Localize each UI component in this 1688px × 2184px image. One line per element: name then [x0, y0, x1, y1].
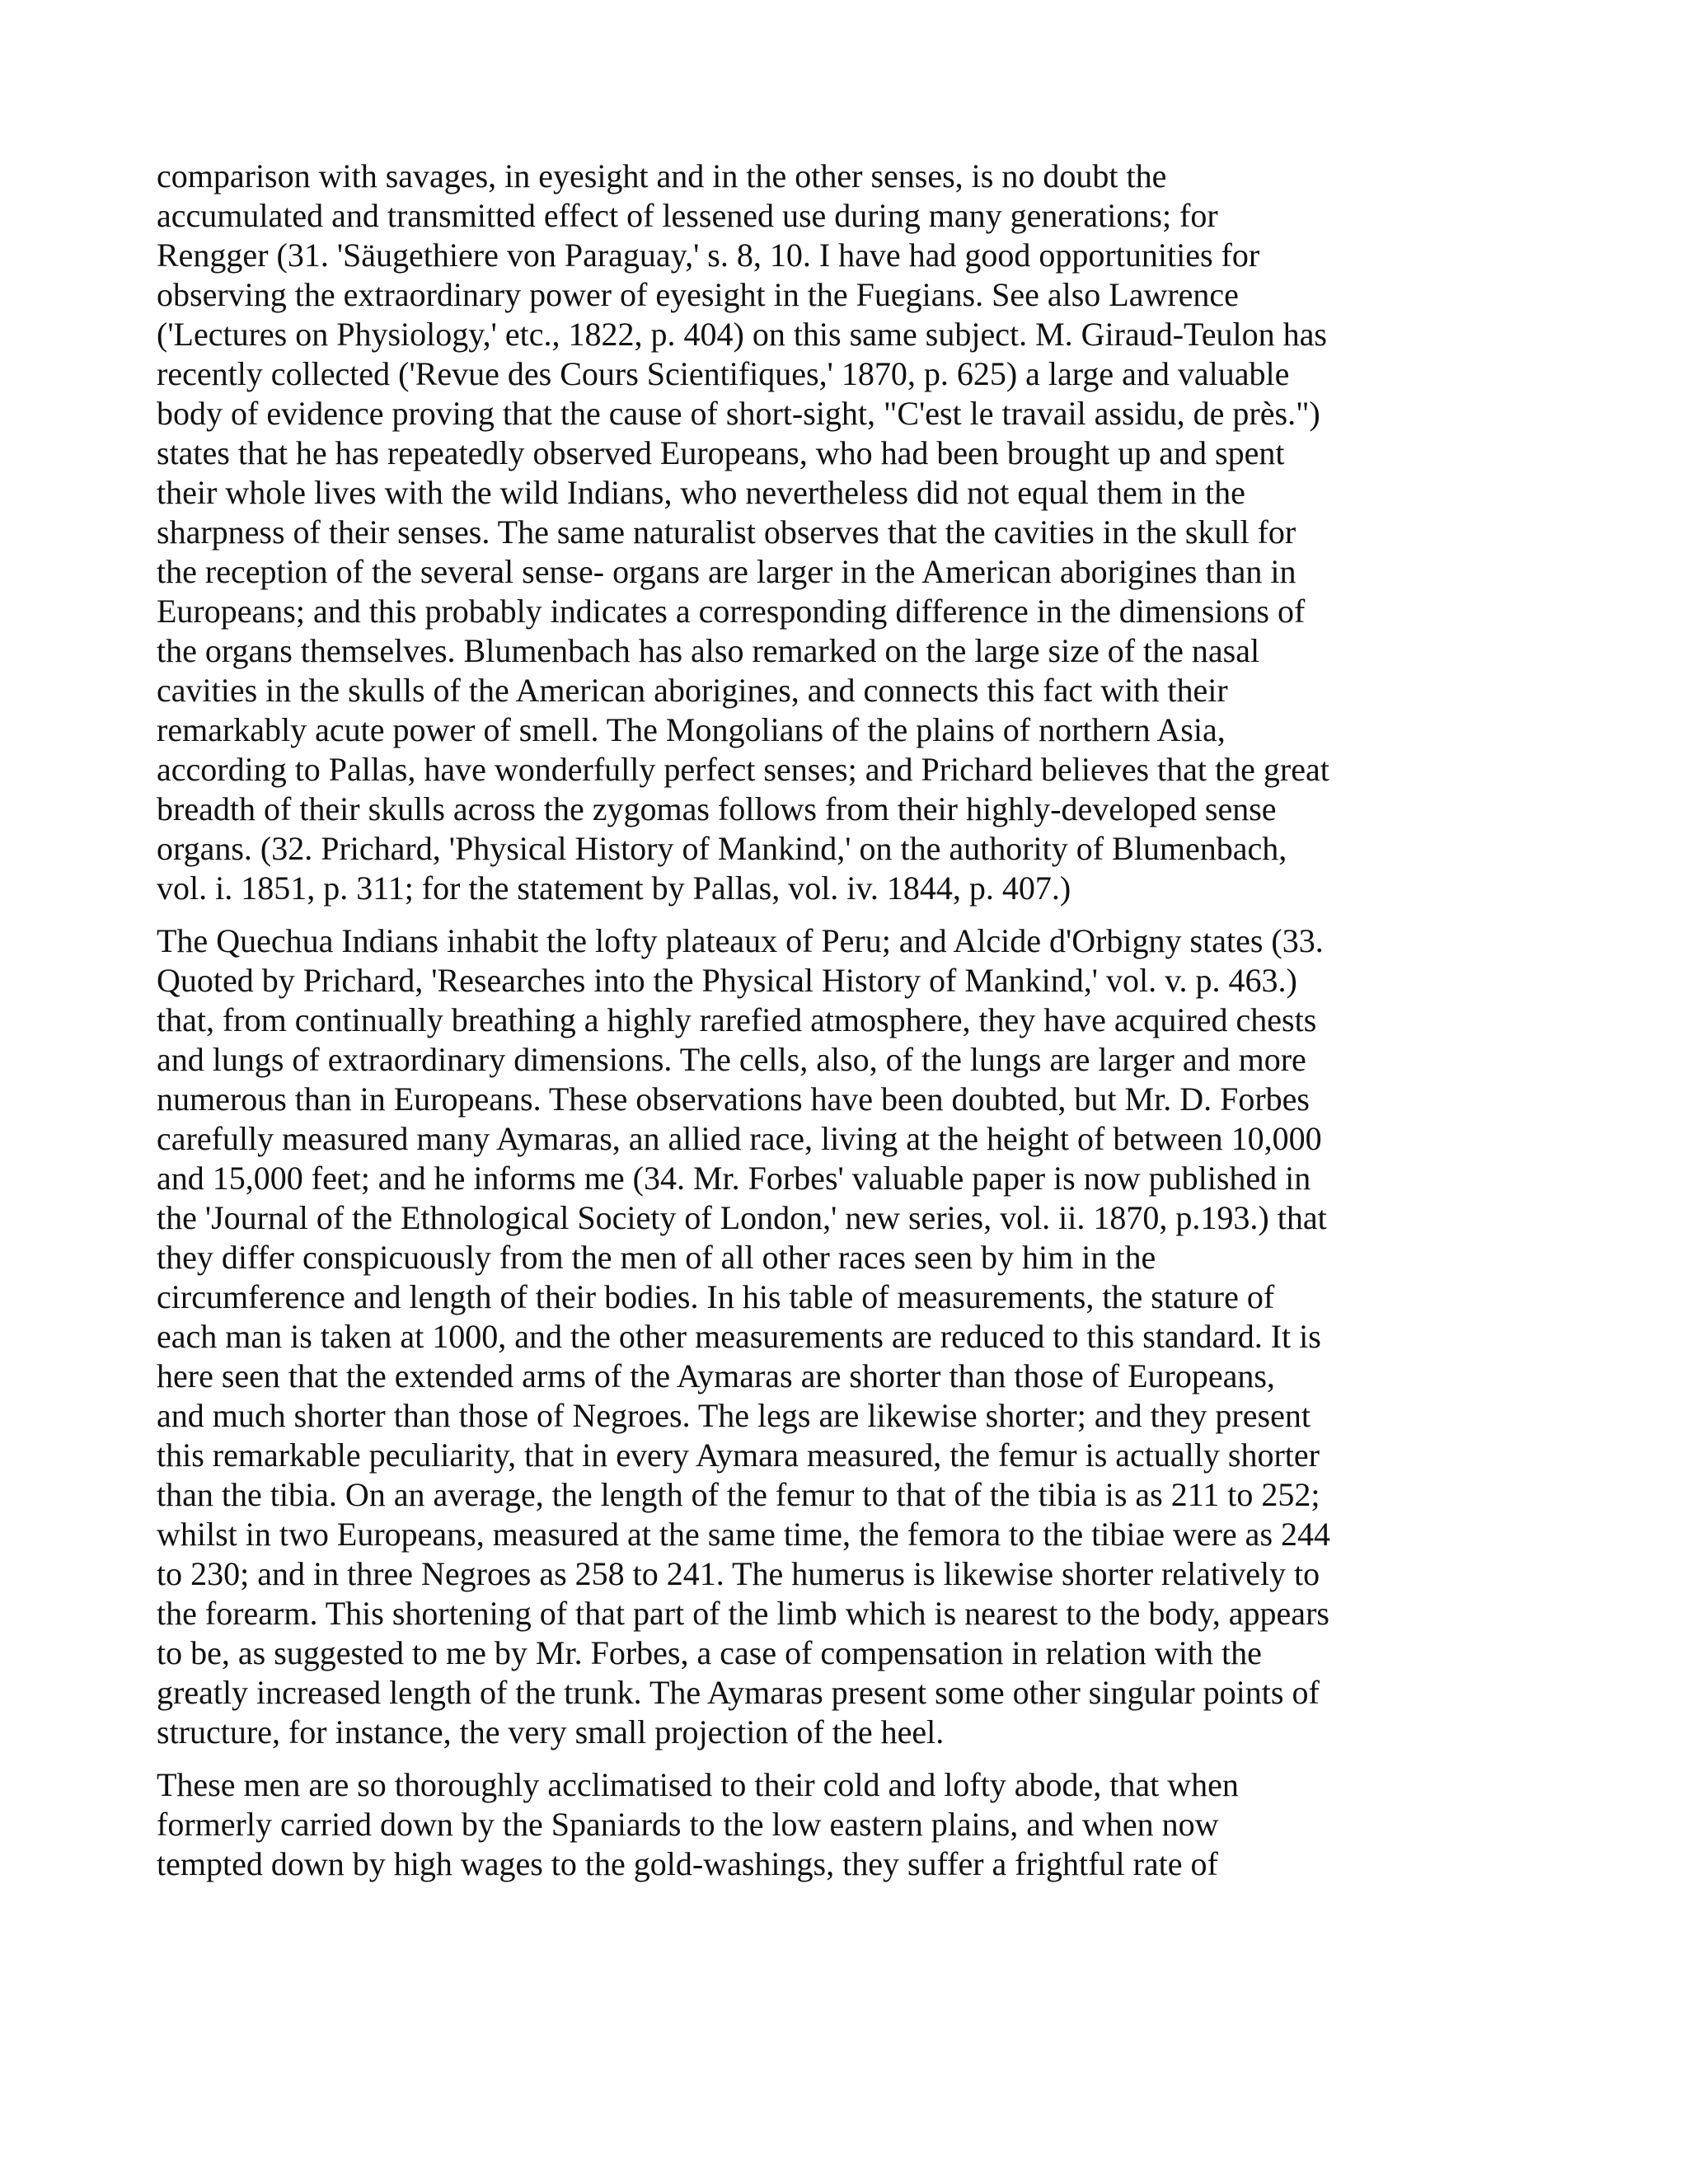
text-line: the 'Journal of the Ethnological Society of London,' new series, vol. ii. 1870, p.193.) that [157, 1199, 1327, 1236]
text-line: the reception of the several sense- organs are larger in the American aborigines than in [157, 553, 1296, 590]
text-line: and 15,000 feet; and he informs me (34. Mr. Forbes' valuable paper is now published in [157, 1160, 1311, 1197]
text-line: recently collected ('Revue des Cours Scientifiques,' 1870, p. 625) a large and valuable [157, 355, 1290, 392]
text-line: the forearm. This shortening of that part of the limb which is nearest to the body, appears [157, 1595, 1329, 1632]
text-line: breadth of their skulls across the zygomas follows from their highly-developed sense [157, 790, 1277, 827]
text-line: cavities in the skulls of the American aborigines, and connects this fact with their [157, 672, 1228, 709]
text-line: Europeans; and this probably indicates a corresponding difference in the dimensions of [157, 593, 1306, 630]
paragraph-senses [157, 157, 1558, 908]
text-line: remarkably acute power of smell. The Mongolians of the plains of northern Asia, [157, 711, 1226, 748]
text-line: numerous than in Europeans. These observations have been doubted, but Mr. D. Forbes [157, 1080, 1310, 1118]
text-line: whilst in two Europeans, measured at the same time, the femora to the tibiae were as 244 [157, 1516, 1331, 1553]
text-line: according to Pallas, have wonderfully perfect senses; and Prichard believes that the great [157, 751, 1329, 788]
paragraph-quechua [157, 921, 1558, 1752]
text-line: accumulated and transmitted effect of lessened use during many generations; for [157, 197, 1218, 234]
text-line: they differ conspicuously from the men of all other races seen by him in the [157, 1239, 1156, 1276]
document-page [157, 157, 1558, 1897]
text-line: Rengger (31. 'Säugethiere von Paraguay,' s. 8, 10. I have had good opportunities for [157, 237, 1260, 274]
text-line: These men are so thoroughly acclimatised to their cold and lofty abode, that when [157, 1766, 1239, 1803]
text-line: than the tibia. On an average, the length of the femur to that of the tibia is as 211 to 252; [157, 1476, 1320, 1513]
text-line: and lungs of extraordinary dimensions. The cells, also, of the lungs are larger and more [157, 1041, 1306, 1078]
text-line: greatly increased length of the trunk. The Aymaras present some other singular points of [157, 1674, 1320, 1711]
text-line: states that he has repeatedly observed Europeans, who had been brought up and spent [157, 434, 1285, 471]
text-line: formerly carried down by the Spaniards to the low eastern plains, and when now [157, 1806, 1219, 1843]
text-line: structure, for instance, the very small projection of the heel. [157, 1713, 945, 1750]
text-line: each man is taken at 1000, and the other measurements are reduced to this standard. It is [157, 1318, 1321, 1355]
text-line: The Quechua Indians inhabit the lofty plateaux of Peru; and Alcide d'Orbigny states (33. [157, 922, 1324, 959]
text-line: ('Lectures on Physiology,' etc., 1822, p. 404) on this same subject. M. Giraud-Teulon has [157, 316, 1327, 353]
text-line: comparison with savages, in eyesight and in the other senses, is no doubt the [157, 157, 1167, 194]
text-line: to be, as suggested to me by Mr. Forbes, a case of compensation in relation with the [157, 1634, 1262, 1671]
text-line: vol. i. 1851, p. 311; for the statement by Pallas, vol. iv. 1844, p. 407.) [157, 869, 1071, 907]
paragraph-acclimatised [157, 1765, 1558, 1884]
text-line: tempted down by high wages to the gold-washings, they suffer a frightful rate of [157, 1845, 1218, 1882]
text-line: that, from continually breathing a highly rarefied atmosphere, they have acquired chests [157, 1001, 1317, 1038]
text-line: and much shorter than those of Negroes. The legs are likewise shorter; and they present [157, 1397, 1311, 1434]
text-line: the organs themselves. Blumenbach has also remarked on the large size of the nasal [157, 632, 1260, 669]
text-line: this remarkable peculiarity, that in every Aymara measured, the femur is actually shorter [157, 1436, 1320, 1474]
text-line: observing the extraordinary power of eyesight in the Fuegians. See also Lawrence [157, 276, 1239, 313]
text-line: sharpness of their senses. The same naturalist observes that the cavities in the skull for [157, 513, 1296, 551]
text-line: carefully measured many Aymaras, an allied race, living at the height of between 10,000 [157, 1120, 1322, 1157]
text-line: here seen that the extended arms of the Aymaras are shorter than those of Europeans, [157, 1357, 1275, 1394]
text-line: to 230; and in three Negroes as 258 to 241. The humerus is likewise shorter relatively to [157, 1555, 1320, 1592]
text-line: Quoted by Prichard, 'Researches into the Physical History of Mankind,' vol. v. p. 463.) [157, 962, 1297, 999]
text-line: their whole lives with the wild Indians, who nevertheless did not equal them in the [157, 474, 1245, 511]
text-line: circumference and length of their bodies. In his table of measurements, the stature of [157, 1278, 1275, 1315]
text-line: organs. (32. Prichard, 'Physical History of Mankind,' on the authority of Blumenbach, [157, 830, 1287, 867]
text-line: body of evidence proving that the cause of short-sight, "C'est le travail assidu, de près.") [157, 395, 1320, 432]
